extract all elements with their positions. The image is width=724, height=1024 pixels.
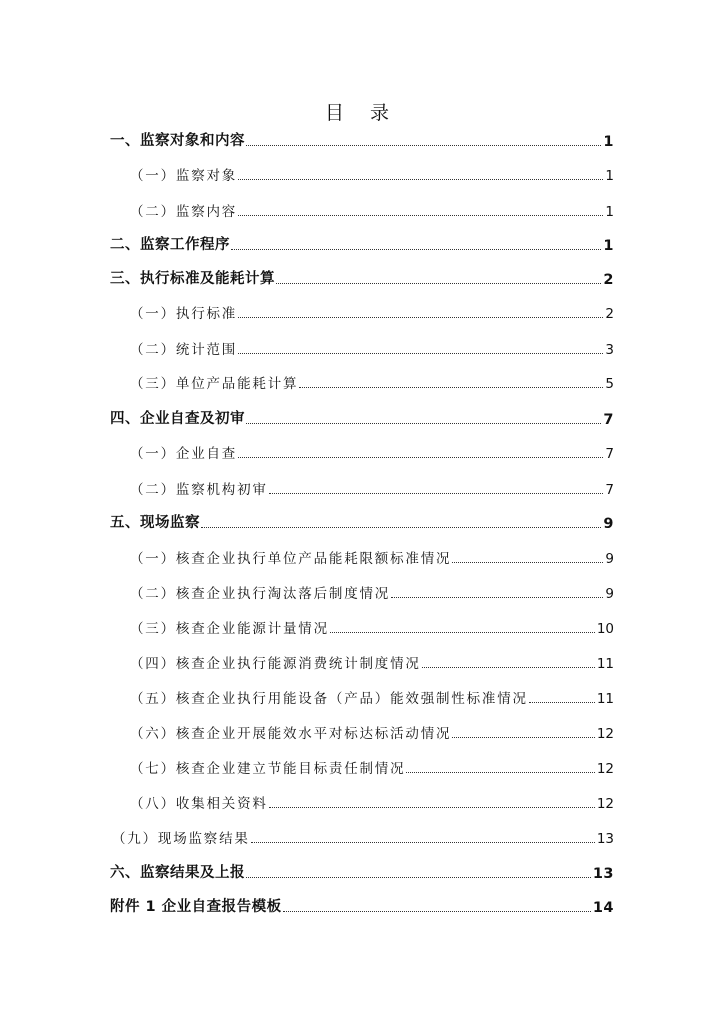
dot-leader	[238, 214, 603, 216]
toc-entry-page: 12	[596, 796, 614, 812]
toc-entry[interactable]	[130, 196, 614, 220]
toc-entry-label: （一）核查企业执行单位产品能耗限额标准情况	[130, 551, 452, 567]
toc-entry[interactable]	[130, 753, 614, 777]
toc-entry[interactable]	[130, 718, 614, 742]
dot-leader	[269, 806, 595, 808]
dot-leader	[231, 248, 601, 250]
dot-leader	[452, 561, 603, 563]
toc-entry-label: 五、现场监察	[110, 515, 200, 531]
toc-entry-label: 二、监察工作程序	[110, 237, 230, 253]
toc-entry-label: （二）核查企业执行淘汰落后制度情况	[130, 586, 391, 602]
toc-entry[interactable]	[130, 683, 614, 707]
toc-entry-page: 7	[603, 412, 614, 428]
dot-leader	[299, 386, 603, 388]
toc-entry[interactable]	[110, 508, 614, 532]
toc-entry-label: 附件 1 企业自查报告模板	[110, 899, 282, 915]
dot-leader	[251, 841, 595, 843]
toc-entry[interactable]	[130, 474, 614, 498]
toc-entry-page: 5	[605, 376, 614, 392]
toc-entry-page: 7	[605, 446, 614, 462]
toc-entry-label: （六）核查企业开展能效水平对标达标活动情况	[130, 726, 452, 742]
toc-entry-page: 13	[592, 866, 614, 882]
toc-entry[interactable]	[130, 648, 614, 672]
toc-entry[interactable]	[130, 368, 614, 392]
toc-entry-page: 13	[596, 831, 614, 847]
toc-entry-label: （三）核查企业能源计量情况	[130, 621, 329, 637]
toc-entry-page: 9	[603, 516, 614, 532]
dot-leader	[276, 282, 601, 284]
dot-leader	[330, 631, 595, 633]
toc-entry[interactable]	[130, 613, 614, 637]
page-title: 目 录	[324, 102, 400, 124]
toc-entry[interactable]	[112, 823, 614, 847]
toc-entry-label: （一）企业自查	[130, 446, 238, 462]
dot-leader	[246, 144, 601, 146]
toc-entry-label: （八）收集相关资料	[130, 796, 268, 812]
toc-entry-page: 2	[605, 306, 614, 322]
toc-entry-label: 一、监察对象和内容	[110, 133, 245, 149]
toc-entry-label: （二）监察机构初审	[130, 482, 268, 498]
toc-entry[interactable]	[110, 858, 614, 882]
toc-entry-page: 3	[605, 342, 614, 358]
toc-entry-page: 7	[605, 482, 614, 498]
toc-entry[interactable]	[130, 334, 614, 358]
toc-entry[interactable]	[110, 404, 614, 428]
toc-entry-label: 四、企业自查及初审	[110, 411, 245, 427]
dot-leader	[246, 876, 591, 878]
toc-entry-page: 2	[603, 272, 614, 288]
dot-leader	[422, 666, 595, 668]
toc-entry-label: （七）核查企业建立节能目标责任制情况	[130, 761, 406, 777]
dot-leader	[201, 526, 601, 528]
dot-leader	[452, 736, 595, 738]
toc-entry-page: 11	[596, 691, 614, 707]
toc-entry[interactable]	[110, 126, 614, 150]
toc-entry-label: （二）监察内容	[130, 204, 238, 220]
toc-entry-page: 9	[605, 551, 614, 567]
toc-entry-page: 10	[596, 621, 614, 637]
toc-entry[interactable]	[110, 230, 614, 254]
toc-entry-page: 12	[596, 726, 614, 742]
toc-entry-page: 12	[596, 761, 614, 777]
dot-leader	[529, 701, 595, 703]
dot-leader	[238, 316, 603, 318]
toc-entry-page: 1	[603, 134, 614, 150]
dot-leader	[238, 456, 603, 458]
toc-entry-page: 14	[592, 900, 614, 916]
dot-leader	[238, 178, 603, 180]
dot-leader	[238, 352, 603, 354]
toc-entry[interactable]	[130, 788, 614, 812]
dot-leader	[406, 771, 594, 773]
toc-entry[interactable]	[110, 264, 614, 288]
toc-entry[interactable]	[130, 438, 614, 462]
dot-leader	[283, 910, 591, 912]
toc-entry-label: （三）单位产品能耗计算	[130, 376, 299, 392]
toc-entry[interactable]	[130, 298, 614, 322]
toc-entry-label: 三、执行标准及能耗计算	[110, 271, 275, 287]
toc-entry-page: 9	[605, 586, 614, 602]
toc-entry-label: 六、监察结果及上报	[110, 865, 245, 881]
toc-entry-page: 1	[603, 238, 614, 254]
toc-entry[interactable]	[130, 543, 614, 567]
toc-entry-label: （五）核查企业执行用能设备（产品）能效强制性标准情况	[130, 691, 528, 707]
toc-entry[interactable]	[130, 160, 614, 184]
toc-entry[interactable]	[130, 578, 614, 602]
dot-leader	[391, 596, 603, 598]
toc-entry-label: （二）统计范围	[130, 342, 238, 358]
toc-entry-page: 11	[596, 656, 614, 672]
toc-entry[interactable]	[110, 892, 614, 916]
toc-entry-label: （一）监察对象	[130, 168, 238, 184]
dot-leader	[246, 422, 601, 424]
dot-leader	[269, 492, 604, 494]
toc-entry-label: （四）核查企业执行能源消费统计制度情况	[130, 656, 421, 672]
toc-entry-label: （九）现场监察结果	[112, 831, 250, 847]
toc-entry-label: （一）执行标准	[130, 306, 238, 322]
toc-entry-page: 1	[605, 204, 614, 220]
toc-entry-page: 1	[605, 168, 614, 184]
